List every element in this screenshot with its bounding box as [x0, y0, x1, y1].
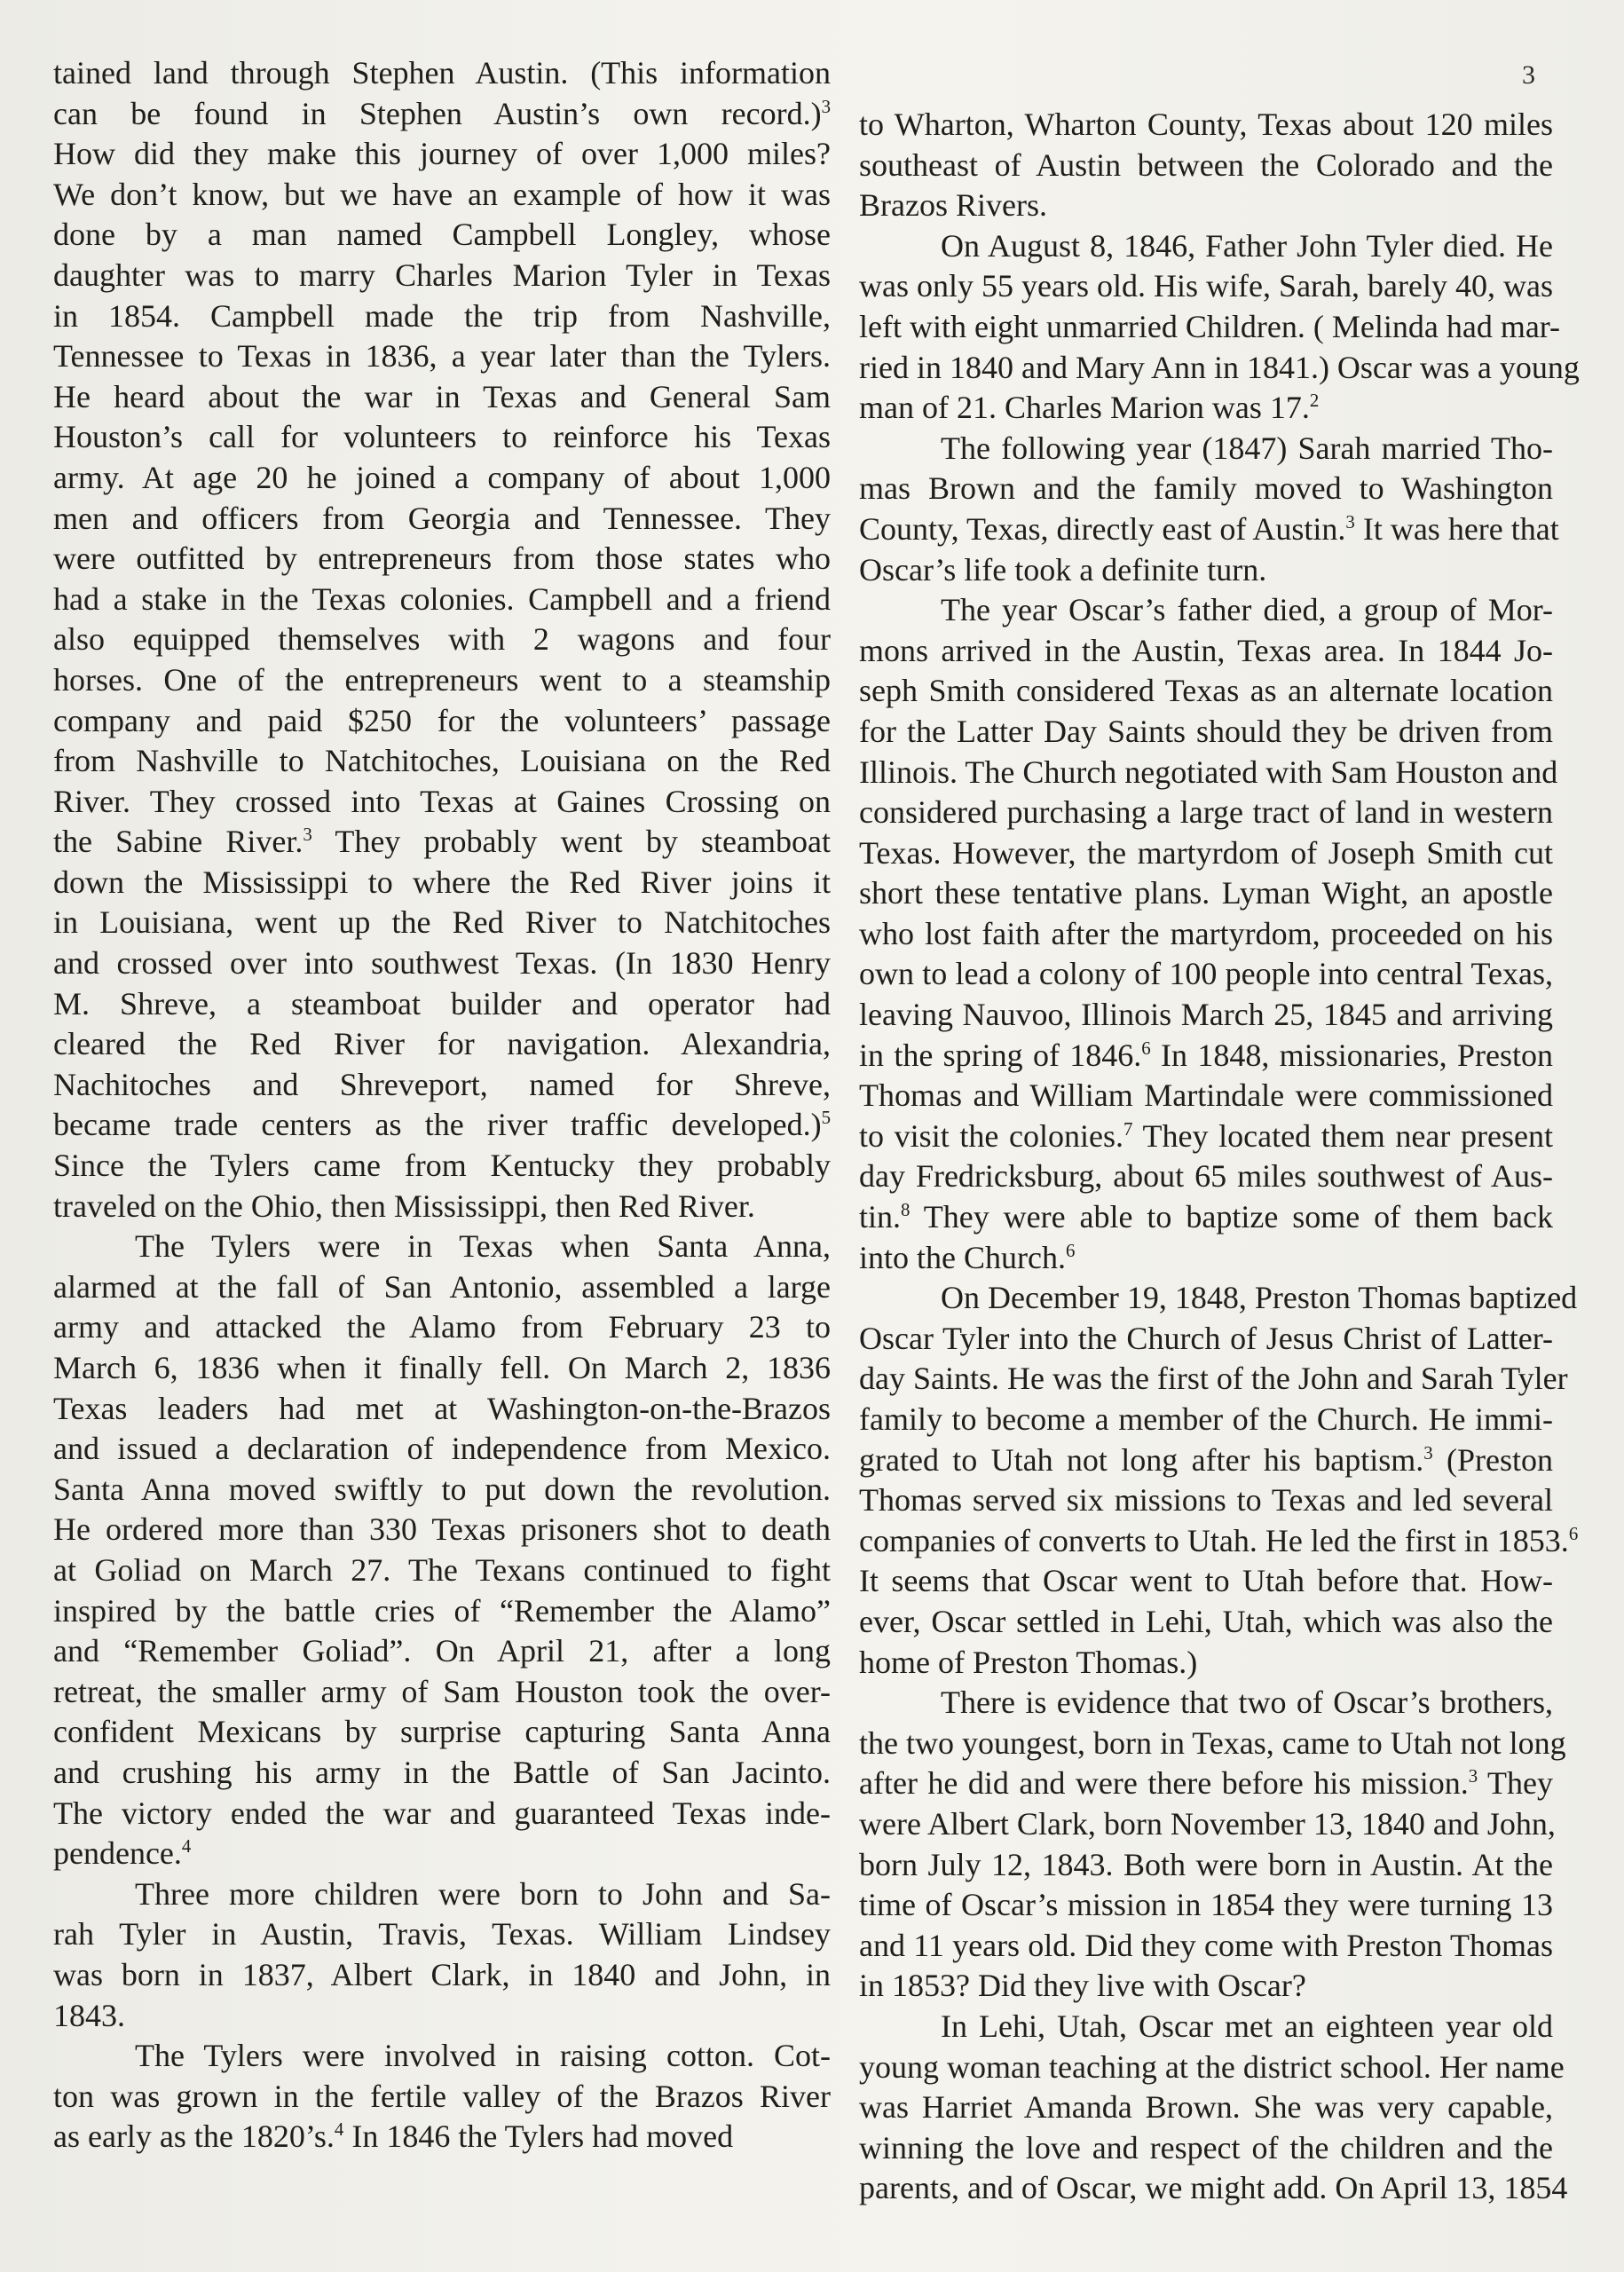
text-line: [53, 1591, 831, 1632]
line-text: ever, Oscar settled in Lehi, Utah, which was also the: [859, 1603, 1553, 1639]
text-line: [53, 1470, 831, 1511]
text-line: [859, 631, 1553, 672]
line-text: traveled on the Ohio, then Mississippi, then Red River.: [53, 1187, 755, 1224]
paragraph: [859, 105, 1553, 226]
text-line: [859, 1763, 1553, 1804]
paragraph: [859, 1683, 1566, 2007]
line-text: Thomas and William Martindale were commissioned: [859, 1077, 1553, 1114]
line-text: in 1854. Campbell made the trip from Nashville,: [53, 297, 831, 334]
line-text: tained land through Stephen Austin. (This information: [53, 55, 831, 91]
paragraph: [859, 1278, 1579, 1683]
text-line: [53, 53, 831, 94]
text-line: [859, 873, 1553, 914]
text-line: [53, 1307, 831, 1348]
text-line: [53, 1631, 831, 1672]
text-line: [53, 458, 831, 499]
line-text: was born in 1837, Albert Clark, in 1840 and John, in: [53, 1956, 831, 1992]
line-text: On August 8, 1846, Father John Tyler died. He: [941, 227, 1553, 264]
text-line: [859, 226, 1553, 267]
text-line: [859, 266, 1553, 307]
line-text: Oscar’s life took a definite turn.: [859, 551, 1267, 588]
text-line: [53, 94, 831, 135]
text-line: [859, 1238, 1553, 1279]
text-line: [859, 1521, 1579, 1562]
line-text: and crushing his army in the Battle of San Jacinto.: [53, 1754, 831, 1790]
text-line: [53, 741, 831, 782]
line-text: M. Shreve, a steamboat builder and operator had: [53, 985, 831, 1022]
text-line: [53, 2036, 831, 2077]
text-line: [53, 2077, 831, 2118]
line-text: as early as the 1820’s.: [53, 2118, 335, 2155]
line-text: had a stake in the Texas colonies. Campbell and a friend: [53, 580, 831, 617]
line-text: The Tylers were involved in raising cotton. Cot-: [135, 2038, 831, 2074]
footnote-marker: 4: [334, 2118, 344, 2141]
text-line: [53, 1996, 831, 2037]
text-line: [859, 429, 1553, 469]
line-text: time of Oscar’s mission in 1854 they were turning 13: [859, 1887, 1553, 1923]
line-text: confident Mexicans by surprise capturing Santa Anna: [53, 1714, 831, 1750]
text-line: [53, 417, 831, 458]
text-line: [859, 2128, 1553, 2169]
paragraph: [859, 2007, 1568, 2209]
text-line: [53, 903, 831, 943]
footnote-marker: 3: [1468, 1765, 1478, 1787]
text-line: [859, 712, 1553, 753]
footnote-marker: 3: [1423, 1441, 1433, 1463]
line-text: pendence.: [53, 1835, 182, 1872]
paragraph: [53, 2036, 831, 2158]
line-text: family to become a member of the Church. He immi-: [859, 1401, 1553, 1437]
text-line: [53, 1146, 831, 1187]
text-line: [859, 1966, 1553, 2007]
text-line: [53, 580, 831, 620]
text-line: [859, 1885, 1553, 1926]
line-text: (Preston: [1432, 1441, 1553, 1478]
text-line: [859, 2087, 1553, 2128]
line-text: from Nashville to Natchitoches, Louisiana on the Red: [53, 743, 831, 779]
text-line: [53, 1267, 831, 1308]
line-text: seph Smith considered Texas as an alternate location: [859, 673, 1553, 709]
line-text: were Albert Clark, born November 13, 1840 and John,: [859, 1805, 1556, 1842]
text-line: [859, 793, 1553, 833]
line-text: in Louisiana, went up the Red River to Natchitoches: [53, 904, 831, 941]
footnote-marker: 3: [303, 824, 312, 846]
line-text: March 6, 1836 when it finally fell. On March 2, 1836: [53, 1350, 831, 1385]
line-text: horses. One of the entrepreneurs went to a steamship: [53, 661, 831, 698]
line-text: River. They crossed into Texas at Gaines Crossing on: [53, 783, 831, 819]
line-text: There is evidence that two of Oscar’s brothers,: [941, 1684, 1553, 1721]
line-text: home of Preston Thomas.): [859, 1644, 1198, 1680]
line-text: It seems that Oscar went to Utah before that. How-: [859, 1563, 1553, 1599]
text-line: [53, 1874, 831, 1915]
line-text: Texas leaders had met at Washington-on-the-Brazos: [53, 1390, 831, 1426]
line-text: On December 19, 1848, Preston Thomas baptized: [941, 1280, 1578, 1316]
line-text: and “Remember Goliad”. On April 21, after a long: [53, 1633, 831, 1669]
line-text: considered purchasing a large tract of land in western: [859, 794, 1553, 831]
line-text: was Harriet Amanda Brown. She was very capable,: [859, 2089, 1553, 2126]
text-line: [53, 336, 831, 377]
line-text: company and paid $250 for the volunteers’ passage: [53, 702, 831, 738]
line-text: winning the love and respect of the children and the: [859, 2129, 1553, 2166]
line-text: into the Church.: [859, 1239, 1066, 1275]
text-line: [53, 863, 831, 903]
text-line: [53, 2117, 831, 2158]
line-text: The following year (1847) Sarah married Tho-: [941, 430, 1553, 466]
line-text: Thomas served six missions to Texas and led several: [859, 1482, 1553, 1519]
line-text: man of 21. Charles Marion was 17.: [859, 390, 1310, 426]
line-text: in 1853? Did they live with Oscar?: [859, 1968, 1306, 2004]
line-text: companies of converts to Utah. He led the first in 1853.: [859, 1522, 1569, 1558]
line-text: In 1848, missionaries, Preston: [1150, 1037, 1553, 1073]
line-text: inspired by the battle cries of “Remember the Alamo”: [53, 1592, 831, 1629]
text-line: [53, 134, 831, 175]
text-line: [859, 1197, 1553, 1238]
text-line: [859, 1561, 1553, 1602]
line-text: ton was grown in the fertile valley of the Brazos River: [53, 2078, 831, 2114]
paragraph: [53, 1874, 831, 2036]
line-text: alarmed at the fall of San Antonio, assembled a large: [53, 1268, 831, 1305]
line-text: was only 55 years old. His wife, Sarah, barely 40, was: [859, 268, 1553, 304]
line-text: daughter was to marry Charles Marion Tyler in Texas: [53, 256, 831, 293]
text-line: [53, 539, 831, 580]
line-text: the two youngest, born in Texas, came to Utah not long: [859, 1724, 1566, 1761]
line-text: men and officers from Georgia and Tennessee. They: [53, 500, 831, 536]
line-text: Brazos Rivers.: [859, 187, 1047, 224]
text-line: [859, 1076, 1553, 1116]
text-line: [53, 1024, 831, 1065]
paragraph: [859, 590, 1558, 1278]
line-text: Texas. However, the martyrdom of Joseph Smith cut: [859, 834, 1553, 871]
text-line: [53, 175, 831, 216]
line-text: In Lehi, Utah, Oscar met an eighteen year old: [941, 2008, 1553, 2044]
line-text: southeast of Austin between the Colorado and the: [859, 146, 1553, 183]
text-line: [53, 1187, 831, 1227]
line-text: How did they make this journey of over 1,000 miles?: [53, 136, 831, 172]
text-line: [859, 1036, 1553, 1077]
footnote-marker: 8: [901, 1199, 911, 1221]
line-text: The year Oscar’s father died, a group of Mor-: [941, 592, 1553, 628]
line-text: army. At age 20 he joined a company of about 1,000: [53, 459, 831, 495]
paragraph: [53, 53, 831, 1227]
text-line: [859, 954, 1553, 995]
line-text: to visit the colonies.: [859, 1117, 1124, 1154]
line-text: and crossed over into southwest Texas. (In 1830 Henry: [53, 945, 831, 982]
line-text: It was here that: [1354, 510, 1559, 547]
line-text: Oscar Tyler into the Church of Jesus Christ of Latter-: [859, 1320, 1553, 1356]
text-line: [859, 1359, 1568, 1400]
line-text: retreat, the smaller army of Sam Houston took the over-: [53, 1673, 831, 1709]
line-text: short these tentative plans. Lyman Wight, an apostle: [859, 875, 1553, 911]
line-text: rah Tyler in Austin, Travis, Texas. William Lindsey: [53, 1916, 831, 1952]
line-text: and 11 years old. Did they come with Preston Thomas: [859, 1927, 1553, 1963]
text-line: [859, 753, 1558, 793]
footnote-marker: 5: [821, 1107, 831, 1129]
footnote-marker: 6: [1141, 1037, 1151, 1059]
text-line: [859, 671, 1553, 712]
paragraph: [859, 429, 1559, 590]
line-text: County, Texas, directly east of Austin.: [859, 510, 1346, 547]
line-text: parents, and of Oscar, we might add. On April 13, 1854: [859, 2170, 1568, 2206]
paragraph: [859, 226, 1580, 429]
text-line: [53, 619, 831, 660]
text-line: [859, 348, 1580, 389]
line-text: tin.: [859, 1199, 902, 1235]
line-text: We don’t know, but we have an example of how it was: [53, 176, 831, 212]
text-line: [53, 943, 831, 984]
text-line: [859, 2168, 1568, 2209]
left-text-column: [53, 53, 831, 2158]
footnote-marker: 6: [1568, 1522, 1579, 1544]
line-text: left with eight unmarried Children. ( Melinda had mar-: [859, 308, 1561, 344]
text-line: [53, 1672, 831, 1713]
text-line: [859, 146, 1553, 186]
footnote-marker: 2: [1309, 390, 1320, 412]
line-text: cleared the Red River for navigation. Alexandria,: [53, 1026, 831, 1062]
page-number: 3: [1522, 60, 1535, 90]
line-text: Nachitoches and Shreveport, named for Shreve,: [53, 1066, 831, 1102]
footnote-marker: 3: [1345, 510, 1355, 532]
line-text: after he did and were there before his mission.: [859, 1765, 1469, 1802]
text-line: [859, 509, 1559, 550]
text-line: [53, 1753, 831, 1794]
text-line: [53, 215, 831, 256]
text-line: [859, 2047, 1565, 2088]
text-line: [53, 1955, 831, 1996]
text-line: [53, 1914, 831, 1955]
text-line: [53, 984, 831, 1025]
text-line: [859, 995, 1553, 1036]
line-text: He ordered more than 330 Texas prisoners shot to death: [53, 1511, 831, 1548]
text-line: [859, 833, 1553, 874]
text-line: [859, 388, 1553, 429]
text-line: [859, 1400, 1553, 1440]
text-line: [53, 377, 831, 418]
line-text: down the Mississippi to where the Red River joins it: [53, 864, 831, 900]
text-line: [53, 1105, 831, 1146]
text-line: [859, 1116, 1553, 1157]
text-line: [859, 1278, 1578, 1319]
text-line: [859, 1440, 1553, 1481]
text-line: [859, 1724, 1566, 1764]
line-text: In 1846 the Tylers had moved: [343, 2118, 734, 2155]
line-text: The victory ended the war and guaranteed Texas inde-: [53, 1795, 831, 1831]
line-text: also equipped themselves with 2 wagons and four: [53, 621, 831, 658]
line-text: Three more children were born to John and Sa-: [135, 1875, 831, 1912]
text-line: [859, 469, 1553, 509]
text-line: [859, 550, 1553, 591]
line-text: They probably went by steamboat: [311, 824, 831, 860]
text-line: [53, 1510, 831, 1550]
text-line: [53, 499, 831, 540]
line-text: in the spring of 1846.: [859, 1037, 1142, 1073]
text-line: [53, 660, 831, 701]
text-line: [859, 1156, 1553, 1197]
right-text-column: [859, 105, 1580, 2209]
line-text: He heard about the war in Texas and General Sam: [53, 378, 831, 414]
text-line: [53, 296, 831, 337]
footnote-marker: 4: [181, 1835, 192, 1858]
footnote-marker: 3: [821, 95, 831, 117]
line-text: Houston’s call for volunteers to reinforce his Texas: [53, 419, 831, 455]
footnote-marker: 6: [1065, 1239, 1076, 1261]
line-text: Tennessee to Texas in 1836, a year later than the Tylers.: [53, 338, 831, 375]
text-line: [53, 1550, 831, 1591]
line-text: can be found in Stephen Austin’s own record.): [53, 95, 822, 131]
text-line: [859, 914, 1553, 955]
line-text: became trade centers as the river traffic developed.): [53, 1107, 822, 1143]
line-text: 1843.: [53, 1997, 125, 2033]
line-text: They located them near present: [1132, 1117, 1553, 1154]
text-line: [859, 590, 1553, 631]
line-text: grated to Utah not long after his baptism.: [859, 1441, 1424, 1478]
line-text: leaving Nauvoo, Illinois March 25, 1845 and arriving: [859, 997, 1553, 1033]
line-text: day Saints. He was the first of the John and Sarah Tyler: [859, 1361, 1568, 1397]
text-line: [859, 185, 1553, 226]
text-line: [859, 105, 1553, 146]
line-text: The Tylers were in Texas when Santa Anna,: [135, 1228, 831, 1265]
text-line: [859, 1602, 1553, 1643]
line-text: mons arrived in the Austin, Texas area. In 1844 Jo-: [859, 632, 1553, 668]
text-line: [859, 2007, 1553, 2047]
line-text: They were able to baptize some of them back: [910, 1199, 1553, 1235]
text-line: [859, 1643, 1553, 1684]
line-text: young woman teaching at the district school. Her name: [859, 2048, 1565, 2085]
text-line: [859, 1926, 1553, 1967]
line-text: Santa Anna moved swiftly to put down the revolution.: [53, 1471, 831, 1507]
text-line: [53, 1065, 831, 1106]
line-text: to Wharton, Wharton County, Texas about 120 miles: [859, 106, 1553, 142]
line-text: They: [1478, 1765, 1553, 1802]
text-line: [53, 1389, 831, 1430]
line-text: at Goliad on March 27. The Texans continued to fight: [53, 1551, 831, 1588]
line-text: own to lead a colony of 100 people into central Texas,: [859, 956, 1553, 992]
line-text: Since the Tylers came from Kentucky they probably: [53, 1148, 831, 1184]
line-text: Illinois. The Church negotiated with Sam Houston and: [859, 753, 1558, 790]
text-line: [53, 782, 831, 823]
line-text: mas Brown and the family moved to Washington: [859, 470, 1553, 507]
line-text: done by a man named Campbell Longley, whose: [53, 217, 831, 253]
text-line: [859, 1683, 1553, 1724]
text-line: [53, 1712, 831, 1753]
line-text: were outfitted by entrepreneurs from those states who: [53, 540, 831, 577]
text-line: [53, 256, 831, 296]
footnote-marker: 7: [1123, 1117, 1133, 1140]
line-text: the Sabine River.: [53, 824, 304, 860]
text-line: [859, 1319, 1553, 1360]
line-text: and issued a declaration of independence from Mexico.: [53, 1431, 831, 1467]
text-line: [53, 822, 831, 863]
text-line: [859, 1480, 1553, 1521]
text-line: [53, 1227, 831, 1267]
text-line: [859, 1804, 1556, 1845]
text-line: [53, 701, 831, 742]
line-text: day Fredricksburg, about 65 miles southwest of Aus-: [859, 1158, 1553, 1195]
text-line: [53, 1794, 831, 1834]
line-text: army and attacked the Alamo from February 23 to: [53, 1309, 831, 1345]
text-line: [53, 1834, 831, 1874]
line-text: born July 12, 1843. Both were born in Austin. At the: [859, 1846, 1553, 1882]
line-text: ried in 1840 and Mary Ann in 1841.) Oscar was a young: [859, 349, 1580, 385]
line-text: who lost faith after the martyrdom, proceeded on his: [859, 915, 1553, 951]
line-text: for the Latter Day Saints should they be driven from: [859, 713, 1553, 749]
paragraph: [53, 1227, 831, 1874]
text-line: [859, 1845, 1553, 1886]
text-line: [53, 1429, 831, 1470]
text-line: [53, 1348, 831, 1389]
text-line: [859, 307, 1561, 348]
